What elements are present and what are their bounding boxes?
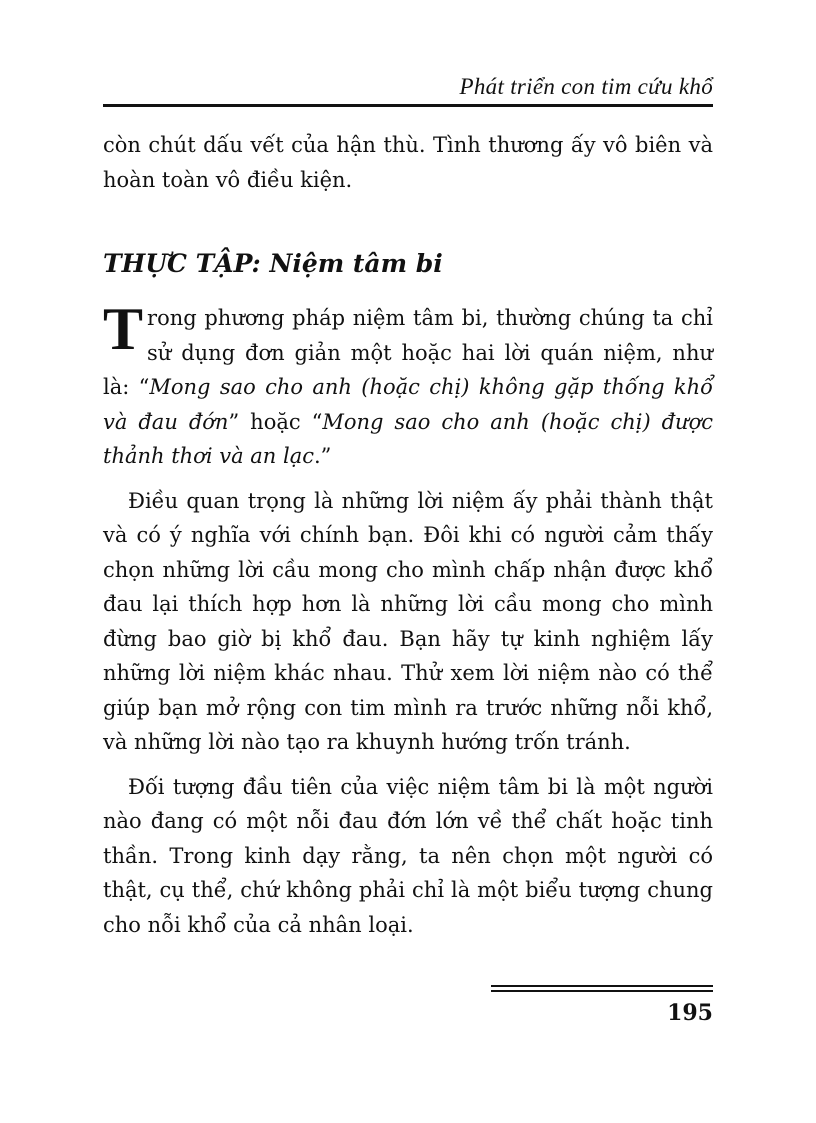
page-number: 195 xyxy=(667,1000,713,1026)
paragraph-1-text-1: rong phương pháp niệm tâm bi, thường chúng ta chỉ sử dụng đơn giản một hoặc hai lời quán niệm, như là: “ xyxy=(103,306,713,399)
paragraph-1 xyxy=(103,296,713,474)
footer-rule-bottom xyxy=(491,990,713,992)
drop-cap: T xyxy=(103,296,144,362)
header-rule xyxy=(103,104,713,107)
footer-rule-top xyxy=(491,985,713,987)
continuation-paragraph: còn chút dấu vết của hận thù. Tình thương ấy vô biên và hoàn toàn vô điều kiện. xyxy=(103,133,713,192)
page-body xyxy=(103,128,713,942)
paragraph-2: Điều quan trọng là những lời niệm ấy phải thành thật và có ý nghĩa với chính bạn. Đôi khi có người cảm thấy chọn những lời cầu mong cho mình chấp nhận được khổ đau lại thích hợp hơn là những lời cầu mong cho mình đừng bao giờ bị khổ đau. Bạn hãy tự kinh nghiệm lấy những lời niệm khác nhau. Thử xem lời niệm nào có thể giúp bạn mở rộng con tim mình ra trước những nỗi khổ, và những lời nào tạo ra khuynh hướng trốn tránh. xyxy=(103,488,713,754)
paragraph-3: Đối tượng đầu tiên của việc niệm tâm bi là một người nào đang có một nỗi đau đớn lớn về thể chất hoặc tinh thần. Trong kinh dạy rằng, ta nên chọn một người có thật, cụ thể, chứ không phải chỉ là một biểu tượng chung cho nỗi khổ của cả nhân loại. xyxy=(103,774,713,937)
running-title: Phát triển con tim cứu khổ xyxy=(459,74,713,99)
footer-rules xyxy=(491,985,713,995)
paragraph-1-quote-2: Mong sao cho anh (hoặc chị) được thảnh thơi và an lạc xyxy=(103,409,713,468)
paragraph-1-text-3: .” xyxy=(313,444,332,468)
section-heading: THỰC TẬP: Niệm tâm bi xyxy=(103,249,443,278)
paragraph-1-quote-1: Mong sao cho anh (hoặc chị) không gặp thống khổ và đau đớn xyxy=(103,375,713,434)
paragraph-1-text-2: ” hoặc “ xyxy=(228,409,323,434)
